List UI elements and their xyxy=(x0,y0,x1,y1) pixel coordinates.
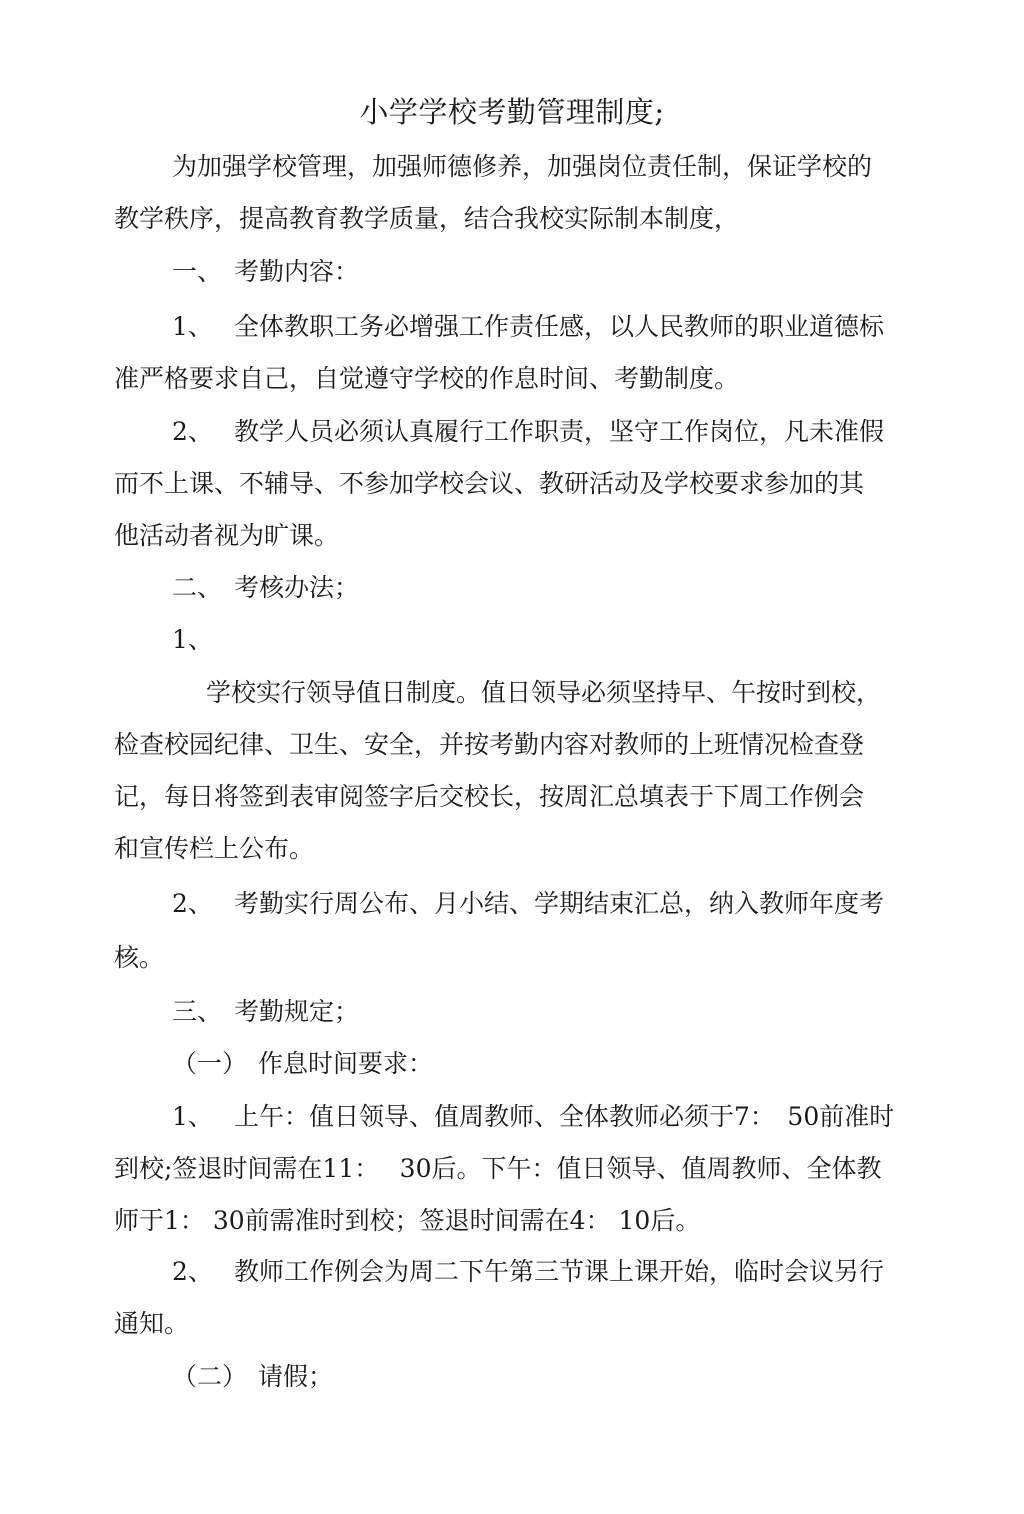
item-text: 教师工作例会为周二下午第三节课上课开始，临时会议另行 xyxy=(234,1257,885,1286)
sub-title: 请假； xyxy=(258,1362,334,1391)
section-2-item-1-line-4: 和宣传栏上公布。 xyxy=(114,834,315,863)
sub-number: （二） xyxy=(172,1362,248,1391)
section-1-heading xyxy=(114,246,972,298)
section-1-item-1-line-2: 准严格要求自己，自觉遵守学校的作息时间、考勤制度。 xyxy=(114,364,740,393)
section-2-item-1-line-3: 记，每日将签到表审阅签字后交校长，按周汇总填表于下周工作例会 xyxy=(114,782,865,811)
item-number: 2、 xyxy=(172,889,213,918)
section-2-title: 考核办法； xyxy=(234,573,360,602)
sub-title: 作息时间要求： xyxy=(258,1049,434,1078)
intro-line-2: 教学秩序，提高教育教学质量，结合我校实际制本制度， xyxy=(114,204,740,233)
section-1-item-2-line-2: 而不上课、不辅导、不参加学校会议、教研活动及学校要求参加的其 xyxy=(114,469,865,498)
item-number: 2、 xyxy=(172,1257,213,1286)
section-3-sub-1 xyxy=(114,1038,972,1090)
item-text: 上午：值日领导、值周教师、全体教师必须于7： 50前准时 xyxy=(234,1102,895,1131)
section-2-item-2-line-1 xyxy=(114,878,972,930)
section-2-item-2-line-2: 核。 xyxy=(114,943,165,972)
section-3-sub-2 xyxy=(114,1351,972,1403)
section-1-number: 一、 xyxy=(172,257,223,286)
section-2-number: 二、 xyxy=(172,573,223,602)
item-number: 1、 xyxy=(172,312,213,341)
section-3-item-2-line-1 xyxy=(114,1246,972,1298)
section-3-item-1-line-2: 到校;签退时间需在11： 30后。下午：值日领导、值周教师、全体教 xyxy=(114,1154,882,1183)
section-3-title: 考勤规定； xyxy=(234,997,360,1026)
sub-number: （一） xyxy=(172,1049,248,1078)
item-text: 考勤实行周公布、月小结、学期结束汇总，纳入教师年度考 xyxy=(234,889,885,918)
section-2-item-1-line-1: 学校实行领导值日制度。值日领导必须坚持早、午按时到校， xyxy=(206,678,882,707)
section-3-item-1-line-1 xyxy=(114,1091,972,1143)
item-text: 教学人员必须认真履行工作职责，坚守工作岗位，凡未准假 xyxy=(234,417,885,446)
section-3-item-2-line-2: 通知。 xyxy=(114,1309,190,1338)
section-3-item-1-line-3: 师于1： 30前需准时到校；签退时间需在4： 10后。 xyxy=(114,1206,701,1235)
section-1-item-1-line-1 xyxy=(114,301,972,353)
section-2-item-1-line-2: 检查校园纪律、卫生、安全，并按考勤内容对教师的上班情况检查登 xyxy=(114,730,865,759)
section-2-item-1-number: 1、 xyxy=(172,625,213,654)
item-number: 2、 xyxy=(172,417,213,446)
section-2-heading xyxy=(114,562,972,614)
section-1-title: 考勤内容： xyxy=(234,257,360,286)
intro-line-1: 为加强学校管理，加强师德修养，加强岗位责任制，保证学校的 xyxy=(172,152,873,181)
section-3-number: 三、 xyxy=(172,997,223,1026)
document-title: 小学学校考勤管理制度; xyxy=(359,95,665,129)
section-1-item-2-line-3: 他活动者视为旷课。 xyxy=(114,521,340,550)
section-3-heading xyxy=(114,986,972,1038)
item-number: 1、 xyxy=(172,1102,213,1131)
section-1-item-2-line-1 xyxy=(114,406,972,458)
item-text: 全体教职工务必增强工作责任感，以人民教师的职业道德标 xyxy=(234,312,885,341)
